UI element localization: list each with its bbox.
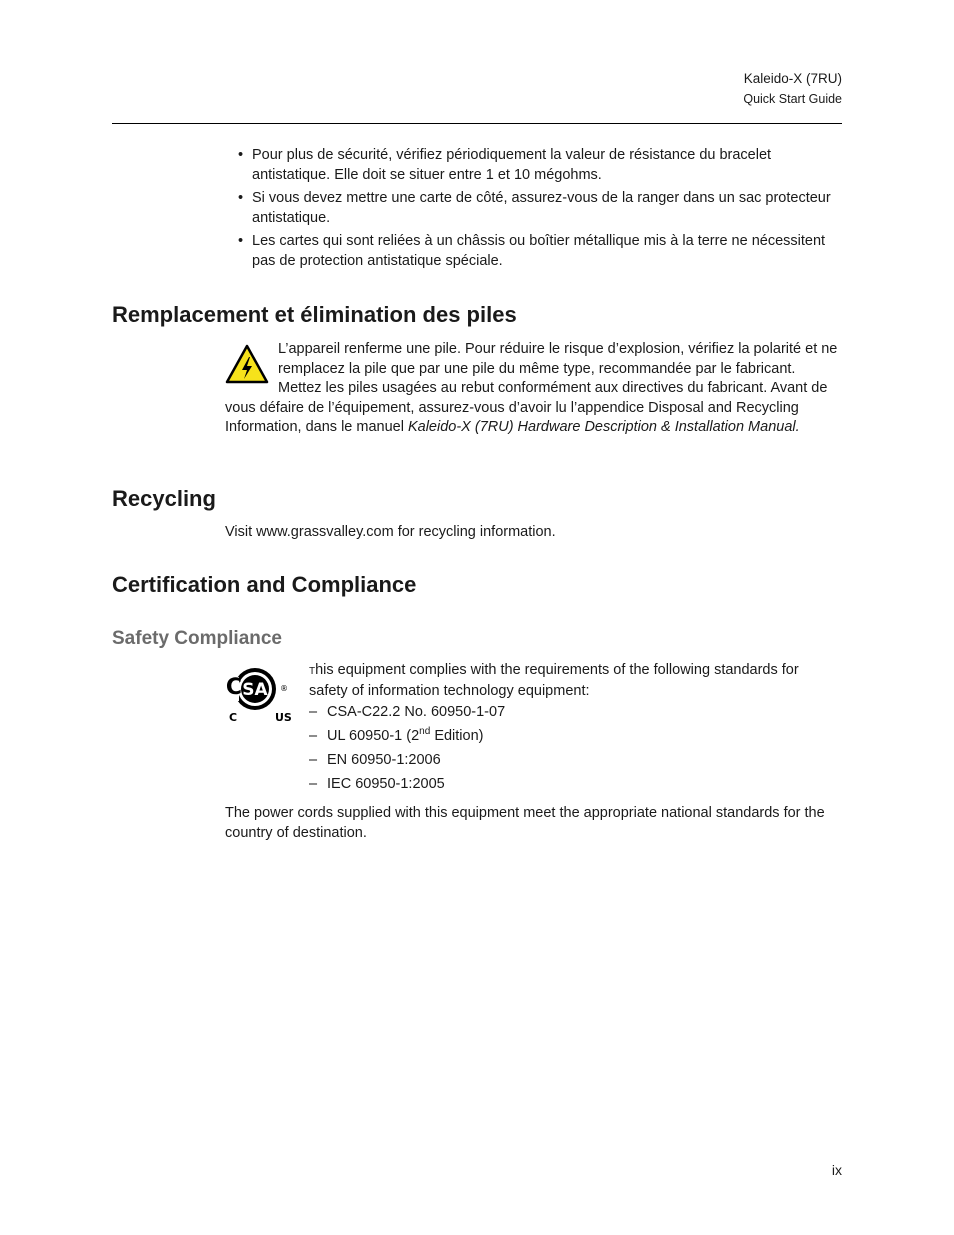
list-item: • Les cartes qui sont reliées à un châssis ou boîtier métallique mis à la terre ne nécessitent pas de protection antistatique spéciale. [238,233,826,269]
document-title: Kaleido-X (7RU) [743,71,842,86]
antistatic-bullet-list [238,146,838,275]
recycling-paragraph: Visit www.grassvalley.com for recycling information. [225,524,556,540]
csa-us-label: US [275,711,292,724]
header-rule [112,123,842,124]
battery-paragraph: L’appareil renferme une pile. Pour réduire le risque d’explosion, vérifiez la polarité et ne remplacez la pile que par une pile du même type, recommandée par le fabricant. Mettez les piles usagées au rebut conformément aux directives du fabricant. Avant de vous défaire de l’équipement, assurez-vous d’avoir lu l’appendice Disposal and Recycling Information, dans le manuel Kaleido-X (7RU) Hardware Description & Installation Manual. [225,341,838,435]
power-cords-paragraph: The power cords supplied with this equipment meet the appropriate national standards for the country of destination. [225,805,825,841]
csa-c-label: C [229,711,238,724]
safety-compliance-heading: Safety Compliance [112,628,282,649]
list-item: – EN 60950-1:2006 [309,752,441,768]
certification-heading: Certification and Compliance [112,572,417,597]
list-item: – IEC 60950-1:2005 [309,776,445,792]
svg-text:SA: SA [242,680,268,700]
bullet-marker: • [238,190,244,206]
svg-text:C: C [225,675,243,700]
safety-intro-paragraph: This equipment complies with the requirements of the following standards for safety of information technology equipment: [309,662,799,699]
registered-mark: ® [280,684,288,693]
list-item: • Pour plus de sécurité, vérifiez périodiquement la valeur de résistance du bracelet antistatique. Elle doit se situer entre 1 et 10 mégohms. [238,147,772,183]
list-item: • Si vous devez mettre une carte de côté, assurez-vous de la ranger dans un sac protecteur antistatique. [238,190,831,226]
bullet-marker: • [238,233,244,249]
csa-certification-icon [225,664,295,724]
bullet-marker: • [238,147,244,163]
standards-list [309,703,505,799]
list-item: – CSA-C22.2 No. 60950-1-07 [309,704,506,720]
page-number: ix [831,1162,842,1178]
battery-heading: Remplacement et élimination des piles [112,302,517,327]
recycling-heading: Recycling [112,486,216,511]
document-subtitle: Quick Start Guide [743,92,842,106]
list-item: – UL 60950-1 (2nd Edition) [309,726,484,744]
